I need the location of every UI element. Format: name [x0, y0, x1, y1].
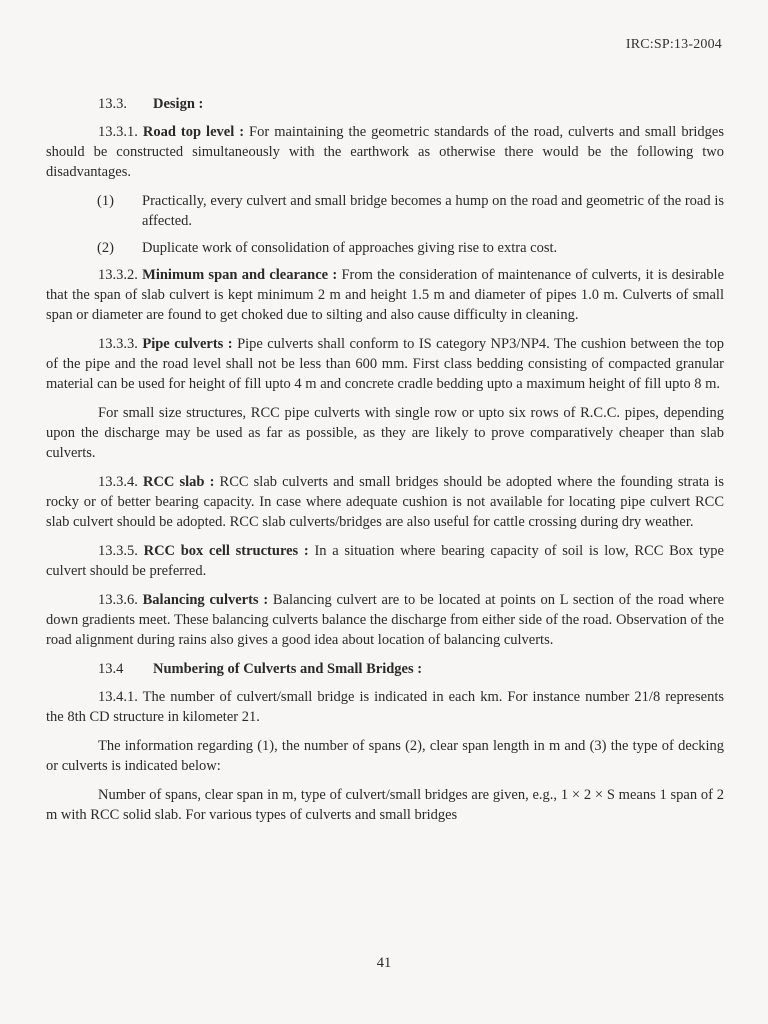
section-heading-numbering	[98, 659, 724, 679]
page-body	[46, 94, 724, 834]
clause-text: From the consideration of maintenance of culverts, it is desirable that the span of slab culvert is kept minimum 2 m and height 1.5 m and diameter of pipes 1.0 m. Culverts of small span or diameter are found to get choked due to silting and also cause difficulty in cleaning.	[46, 267, 725, 323]
clause-number: 13.3.2.	[98, 267, 138, 283]
section-number: 13.3.	[98, 96, 127, 112]
paragraph-small-structures: For small size structures, RCC pipe culverts with single row or upto six rows of R.C.C. pipes, depending upon the discharge may be used as far as possible, as they are likely to prove comparatively cheaper than slab culverts.	[46, 405, 724, 461]
clause-number: 13.3.5.	[98, 543, 138, 559]
disadvantages-list	[46, 191, 724, 258]
clause-title: Balancing culverts :	[142, 592, 269, 608]
list-item-text: Duplicate work of consolidation of approaches giving rise to extra cost.	[142, 240, 558, 256]
clause-title: RCC box cell structures :	[143, 543, 309, 559]
clause-text: The number of culvert/small bridge is indicated in each km. For instance number 21/8 represents the 8th CD structure in kilometer 21.	[46, 689, 724, 725]
list-item-marker: (2)	[97, 240, 114, 256]
paragraph-rcc-box	[46, 541, 724, 581]
clause-number: 13.3.3.	[98, 336, 138, 352]
paragraph-number-of-spans: Number of spans, clear span in m, type of culvert/small bridges are given, e.g., 1 × 2 × S means 1 span of 2 m with RCC solid slab. For various types of culverts and small bridges	[46, 787, 724, 823]
clause-number: 13.3.1.	[98, 124, 138, 140]
list-item-text: Practically, every culvert and small bridge becomes a hump on the road and geometric of the road is affected.	[142, 193, 724, 229]
clause-number: 13.3.4.	[98, 474, 138, 490]
clause-text: Balancing culvert are to be located at points on L section of the road where down gradients meet. These balancing culverts balance the discharge from either side of the road. Observation of the road alignment during rains also gives a good idea about location of balancing culverts.	[46, 592, 724, 648]
paragraph-culvert-number	[46, 687, 724, 727]
section-heading-design	[98, 94, 724, 114]
clause-title: RCC slab :	[142, 474, 215, 490]
clause-title: Road top level :	[142, 124, 245, 140]
paragraph-minimum-span	[46, 265, 724, 325]
paragraph-balancing-culverts	[46, 590, 724, 650]
paragraph-rcc-slab	[46, 472, 724, 532]
paragraph-pipe-culverts	[46, 334, 724, 394]
clause-number: 13.4.1.	[98, 689, 138, 705]
list-item	[46, 191, 724, 231]
clause-title: Minimum span and clearance :	[142, 267, 338, 283]
clause-text: For maintaining the geometric standards of the road, culverts and small bridges should be constructed simultaneously with the earthwork as otherwise there would be the following two disadvantages.	[46, 124, 725, 180]
clause-number: 13.3.6.	[98, 592, 138, 608]
section-title: Numbering of Culverts and Small Bridges :	[153, 661, 423, 677]
paragraph-information: The information regarding (1), the number of spans (2), clear span length in m and (3) the type of decking or culverts is indicated below:	[46, 738, 724, 774]
clause-text: In a situation where bearing capacity of soil is low, RCC Box type culvert should be preferred.	[46, 543, 724, 579]
list-item-marker: (1)	[97, 193, 114, 209]
paragraph-road-top-level	[46, 122, 724, 182]
clause-title: Pipe culverts :	[142, 336, 233, 352]
section-title: Design :	[153, 96, 204, 112]
page-number: 41	[376, 955, 392, 971]
list-item	[46, 238, 724, 258]
clause-text: RCC slab culverts and small bridges should be adopted where the founding strata is rocky or of better bearing capacity. In case where adequate cushion is not available for locating pipe culvert RCC slab culvert should be adopted. RCC slab culverts/bridges are also useful for cattle crossing during dry weather.	[46, 474, 724, 530]
document-code: IRC:SP:13-2004	[625, 37, 722, 52]
section-number: 13.4	[98, 661, 124, 677]
clause-text: Pipe culverts shall conform to IS category NP3/NP4. The cushion between the top of the pipe and the road level shall not be less than 600 mm. First class bedding consisting of compacted granular material can be used for height of fill upto 4 m and concrete cradle bedding upto a maximum height of fill upto 8 m.	[46, 336, 725, 392]
